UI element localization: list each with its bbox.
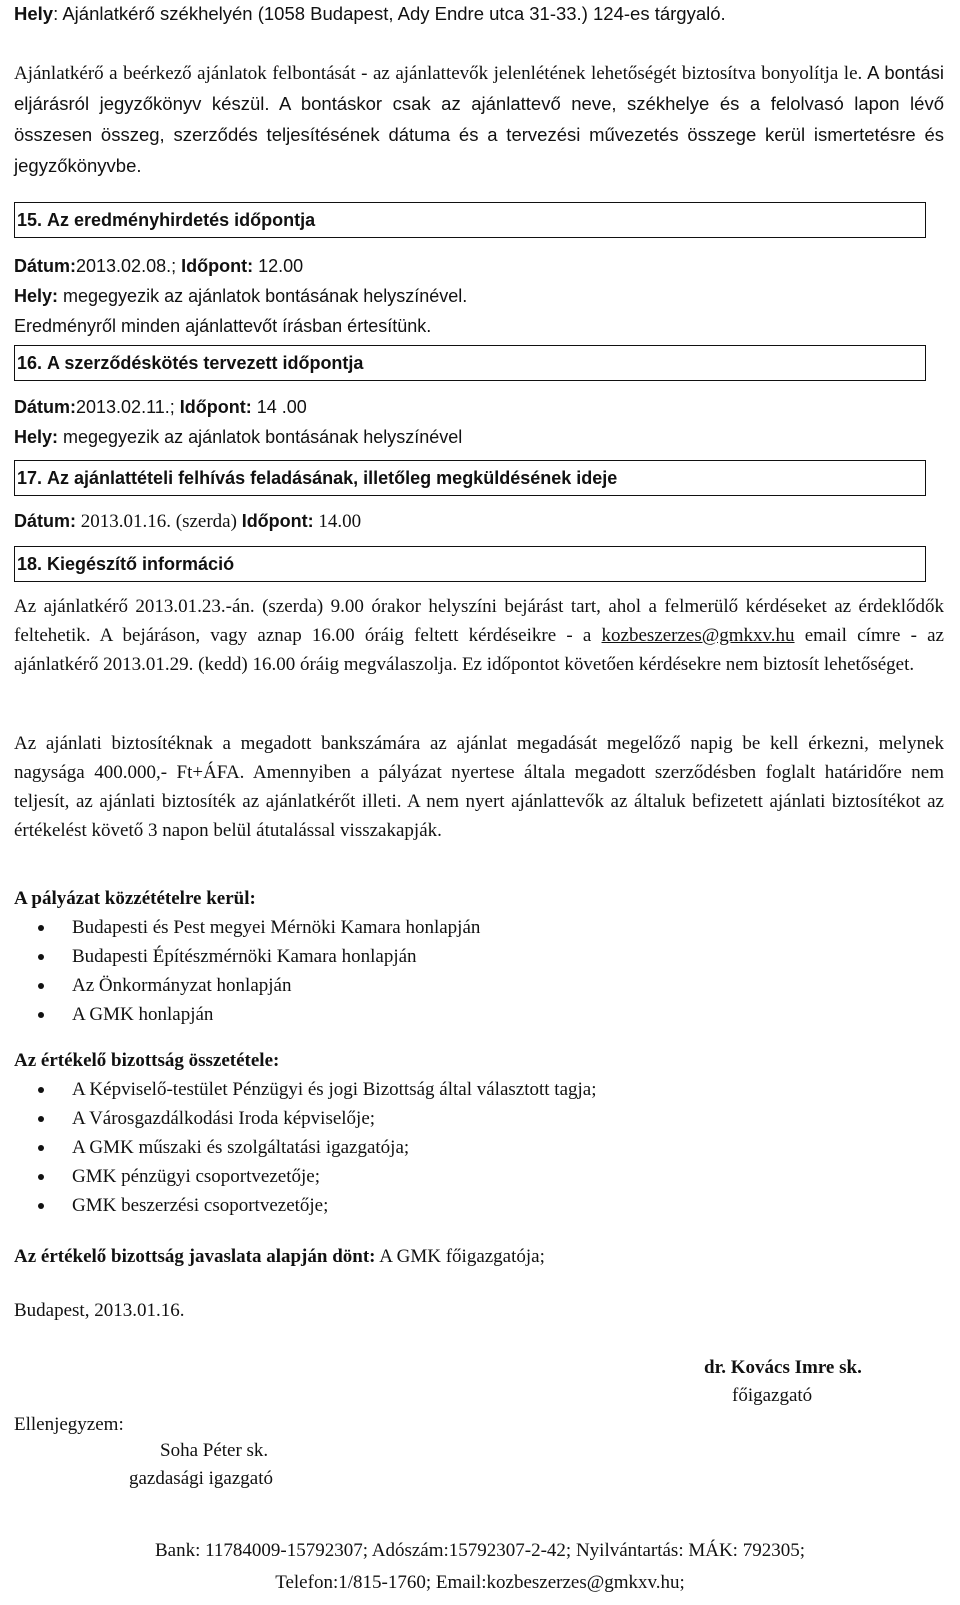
section-17-header <box>14 460 926 496</box>
hely-label: Hely: <box>14 286 59 306</box>
idopont-value: 14 .00 <box>251 397 307 417</box>
section-16-header <box>14 345 926 381</box>
idopont-value: 12.00 <box>253 256 304 276</box>
list-item: A Városgazdálkodási Iroda képviselője; <box>14 1104 944 1133</box>
countersign-label: Ellenjegyzem: <box>14 1414 124 1435</box>
committee-heading: Az értékelő bizottság összetétele: <box>14 1050 280 1071</box>
idopont-label: Időpont: <box>241 511 314 531</box>
section-15-datum <box>14 251 467 281</box>
section-18-para2: Az ajánlati biztosítéknak a megadott bankszámára az ajánlat megadását megelőző napig be kell érkezni, melynek nagysága 400.000,- Ft+ÁFA. Amennyiben a pályázat nyertese általa megadott szerződésben foglalt határidőre nem teljesít, az ajánlati biztosíték az ajánlatkérőt illeti. A nem nyert ajánlattevők az általuk befizetett ajánlati biztosítékot az értékelést követő 3 napon belül átutalással visszakapják. <box>14 733 944 841</box>
section-15-hely <box>14 281 467 311</box>
signer-title: főigazgató <box>732 1385 813 1406</box>
bontas-part2: A bontási eljárásról jegyzőkönyv készül. A bontáskor csak az ajánlattevő neve, székhelye és a felolvasó lapon lévő összesen összeg, szerződés teljesítésének dátuma és a tervezési művezetés összege kerül ismertetésre és jegyzőkönyvbe. <box>14 62 945 176</box>
section-17-title: Az ajánlattételi felhívás feladásának, illetőleg megküldésének ideje <box>47 468 618 488</box>
list-item: Az Önkormányzat honlapján <box>14 971 944 1000</box>
datum-label: Dátum: <box>14 397 76 417</box>
list-item: Budapesti és Pest megyei Mérnöki Kamara honlapján <box>14 913 944 942</box>
para1-text-b: email címre - az ajánlatkérő 2013.01.29. (kedd) 16.00 óráig megválaszolja. Ez időpontot követően kérdésekre nem biztosít lehetőséget. <box>14 625 944 675</box>
section-16-title: A szerződéskötés tervezett időpontja <box>47 353 364 373</box>
hely-value: megegyezik az ajánlatok bontásának helyszínével. <box>58 286 468 306</box>
hely-value: megegyezik az ajánlatok bontásának helyszínével <box>58 427 463 447</box>
decision-line <box>14 1242 545 1271</box>
section-15-note: Eredményről minden ajánlattevőt írásban értesítünk. <box>14 316 432 336</box>
committee-block <box>14 1046 944 1220</box>
section-16-number: 16. <box>17 353 43 373</box>
list-item: A Képviselő-testület Pénzügyi és jogi Bizottság által választott tagja; <box>14 1075 944 1104</box>
list-item: A GMK honlapján <box>14 1000 944 1029</box>
email-link[interactable]: kozbeszerzes@gmkxv.hu <box>601 625 795 646</box>
section-15-body <box>14 251 467 341</box>
list-item: A GMK műszaki és szolgáltatási igazgatója; <box>14 1133 944 1162</box>
section-16-body <box>14 392 462 452</box>
section-15-header <box>14 202 926 238</box>
section-15-title: Az eredményhirdetés időpontja <box>47 210 316 230</box>
footer-line-1: Bank: 11784009-15792307; Adószám:15792307-2-42; Nyilvántartás: MÁK: 792305; <box>155 1540 805 1561</box>
bontas-part1: Ajánlatkérő a beérkező ajánlatok felbontását - az ajánlattevők jelenlétének lehetőségét biztosítva bonyolítja le. <box>14 63 863 84</box>
section-15-number: 15. <box>17 210 43 230</box>
datum-label: Dátum: <box>14 256 76 276</box>
countersign-title: gazdasági igazgató <box>129 1468 274 1489</box>
para1-text-a: Az ajánlatkérő 2013.01.23.-án. (szerda) 9.00 órakor helyszíni bejárást tart, ahol a felmerülő kérdéseket az érdeklődők feltehetik. A bejáráson, vagy aznap 16.00 óráig feltett kérdéseikre - a <box>14 596 944 646</box>
signer-name: dr. Kovács Imre sk. <box>704 1357 862 1378</box>
section-18-number: 18. <box>17 554 43 574</box>
hely-top-text: : Ajánlatkérő székhelyén (1058 Budapest, Ady Endre utca 31-33.) 124-es tárgyaló. <box>53 3 726 24</box>
committee-list <box>14 1075 944 1220</box>
publish-block <box>14 884 944 1029</box>
bontas-paragraph <box>14 58 944 182</box>
hely-top-line <box>14 0 944 28</box>
section-16-hely <box>14 422 462 452</box>
footer-line-2: Telefon:1/815-1760; Email:kozbeszerzes@gmkxv.hu; <box>275 1572 685 1593</box>
list-item: GMK pénzügyi csoportvezetője; <box>14 1162 944 1191</box>
datum-value: 2013.01.16. (szerda) <box>76 511 242 532</box>
datum-label: Dátum: <box>14 511 76 531</box>
section-18-para1 <box>14 592 944 679</box>
idopont-value: 14.00 <box>313 511 362 532</box>
section-18-title: Kiegészítő információ <box>47 554 235 574</box>
section-17-body <box>14 506 361 537</box>
decision-label: Az értékelő bizottság javaslata alapján dönt: <box>14 1246 376 1267</box>
idopont-label: Időpont: <box>179 397 252 417</box>
decision-value: A GMK főigazgatója; <box>375 1246 545 1267</box>
list-item: Budapesti Építészmérnöki Kamara honlapján <box>14 942 944 971</box>
idopont-label: Időpont: <box>181 256 254 276</box>
place-date: Budapest, 2013.01.16. <box>14 1300 185 1321</box>
datum-value: 2013.02.11.; <box>76 397 180 417</box>
publish-list <box>14 913 944 1029</box>
datum-value: 2013.02.08.; <box>76 256 182 276</box>
list-item: GMK beszerzési csoportvezetője; <box>14 1191 944 1220</box>
publish-heading: A pályázat közzétételre kerül: <box>14 888 256 909</box>
countersign-name: Soha Péter sk. <box>160 1440 269 1461</box>
section-18-header <box>14 546 926 582</box>
hely-top-label: Hely <box>14 3 54 24</box>
hely-label: Hely: <box>14 427 59 447</box>
section-16-datum <box>14 392 462 422</box>
section-17-number: 17. <box>17 468 43 488</box>
